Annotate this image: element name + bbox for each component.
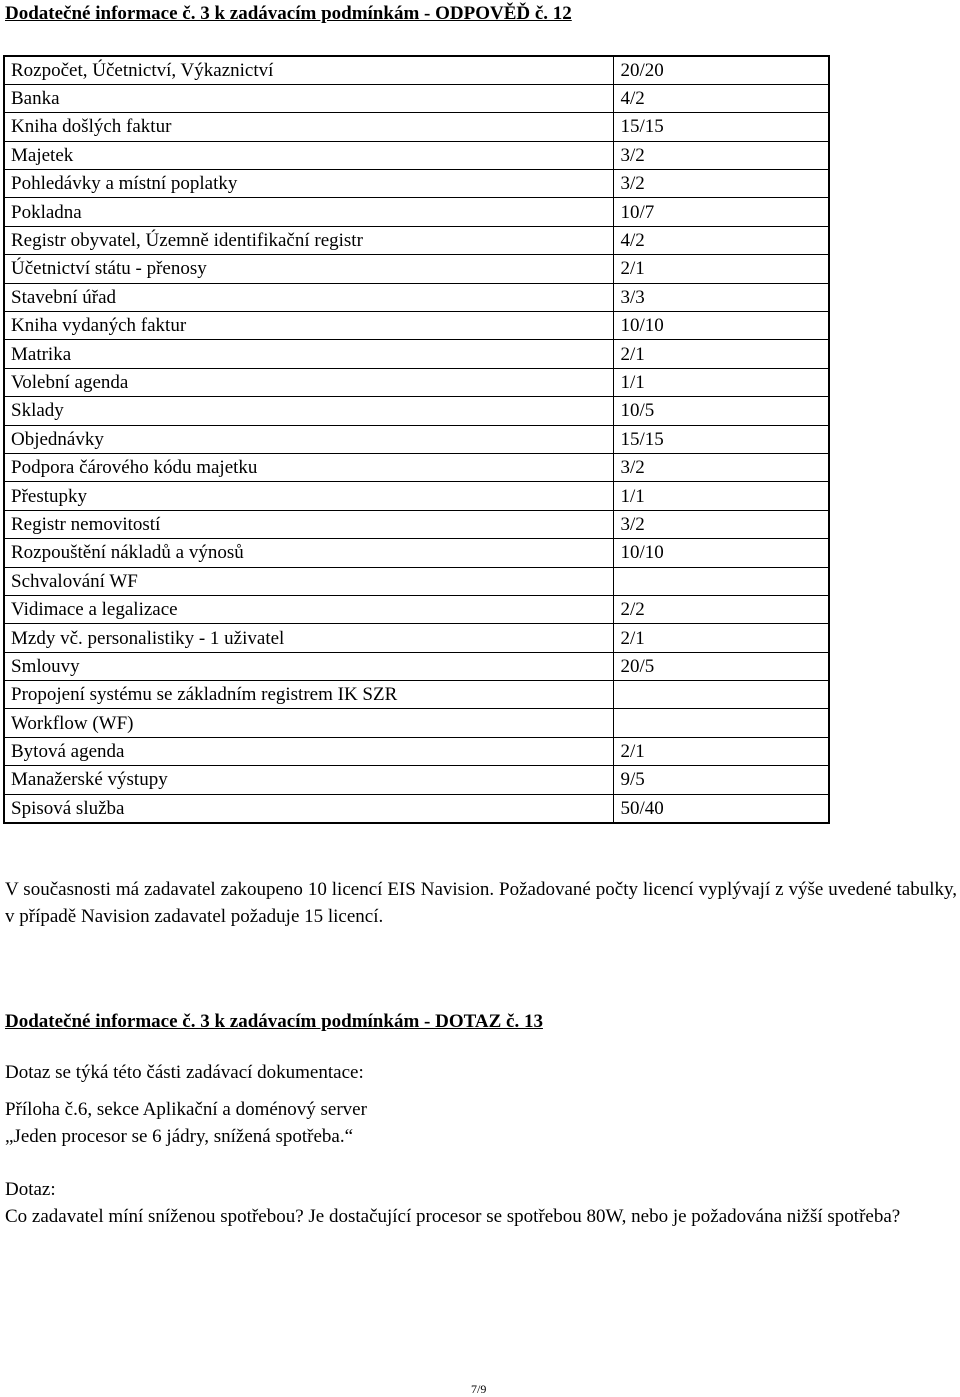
page-number: 7/9 (471, 1382, 487, 1396)
license-table-body (4, 56, 829, 823)
license-count-cell: 50/40 (613, 794, 829, 822)
license-count-cell (613, 681, 829, 709)
module-name-cell: Smlouvy (4, 652, 613, 680)
module-name-cell: Majetek (4, 141, 613, 169)
module-name-cell: Pohledávky a místní poplatky (4, 170, 613, 198)
attachment-reference: Příloha č.6, sekce Aplikační a doménový server (5, 1099, 367, 1120)
quoted-specification: „Jeden procesor se 6 jádry, snížená spotřeba.“ (5, 1126, 354, 1147)
table-row (4, 84, 829, 112)
module-name-cell: Vidimace a legalizace (4, 595, 613, 623)
license-count-cell: 2/2 (613, 595, 829, 623)
license-count-cell: 3/3 (613, 283, 829, 311)
license-count-cell: 9/5 (613, 766, 829, 794)
table-row (4, 453, 829, 481)
table-row (4, 681, 829, 709)
module-name-cell: Workflow (WF) (4, 709, 613, 737)
module-name-cell: Podpora čárového kódu majetku (4, 453, 613, 481)
answer-paragraph: V současnosti má zadavatel zakoupeno 10 licencí EIS Navision. Požadované počty licencí vyplývají z výše uvedené tabulky, v případě Navision zadavatel požaduje 15 licencí. (5, 879, 957, 927)
table-row (4, 510, 829, 538)
license-table (3, 55, 830, 824)
table-row (4, 226, 829, 254)
heading-answer-12: Dodatečné informace č. 3 k zadávacím podmínkám - ODPOVĚĎ č. 12 (5, 3, 572, 24)
table-row (4, 113, 829, 141)
license-count-cell: 15/15 (613, 425, 829, 453)
table-row (4, 794, 829, 822)
license-count-cell: 3/2 (613, 510, 829, 538)
table-row (4, 198, 829, 226)
table-row (4, 397, 829, 425)
module-name-cell: Bytová agenda (4, 737, 613, 765)
module-name-cell: Mzdy vč. personalistiky - 1 uživatel (4, 624, 613, 652)
license-count-cell: 3/2 (613, 170, 829, 198)
license-count-cell: 15/15 (613, 113, 829, 141)
question-intro: Dotaz se týká této části zadávací dokumentace: (5, 1062, 364, 1083)
module-name-cell: Schvalování WF (4, 567, 613, 595)
heading-question-13: Dodatečné informace č. 3 k zadávacím podmínkám - DOTAZ č. 13 (5, 1011, 543, 1032)
table-row (4, 709, 829, 737)
table-row (4, 170, 829, 198)
license-count-cell: 4/2 (613, 226, 829, 254)
module-name-cell: Sklady (4, 397, 613, 425)
module-name-cell: Volební agenda (4, 368, 613, 396)
module-name-cell: Rozpouštění nákladů a výnosů (4, 539, 613, 567)
table-row (4, 482, 829, 510)
table-row (4, 283, 829, 311)
table-row (4, 539, 829, 567)
license-count-cell: 10/5 (613, 397, 829, 425)
license-count-cell: 2/1 (613, 737, 829, 765)
table-row (4, 340, 829, 368)
module-name-cell: Registr nemovitostí (4, 510, 613, 538)
license-count-cell: 1/1 (613, 368, 829, 396)
table-row (4, 652, 829, 680)
module-name-cell: Přestupky (4, 482, 613, 510)
module-name-cell: Kniha došlých faktur (4, 113, 613, 141)
module-name-cell: Objednávky (4, 425, 613, 453)
module-name-cell: Stavební úřad (4, 283, 613, 311)
table-row (4, 595, 829, 623)
module-name-cell: Propojení systému se základním registrem IK SZR (4, 681, 613, 709)
module-name-cell: Matrika (4, 340, 613, 368)
table-row (4, 56, 829, 84)
license-count-cell: 10/10 (613, 539, 829, 567)
table-row (4, 737, 829, 765)
table-row (4, 425, 829, 453)
module-name-cell: Kniha vydaných faktur (4, 312, 613, 340)
module-name-cell: Registr obyvatel, Územně identifikační registr (4, 226, 613, 254)
license-count-cell: 2/1 (613, 624, 829, 652)
license-count-cell: 1/1 (613, 482, 829, 510)
table-row (4, 624, 829, 652)
module-name-cell: Banka (4, 84, 613, 112)
license-count-cell: 20/5 (613, 652, 829, 680)
license-count-cell: 20/20 (613, 56, 829, 84)
table-row (4, 312, 829, 340)
table-row (4, 141, 829, 169)
question-text: Co zadavatel míní sníženou spotřebou? Je dostačující procesor se spotřebou 80W, nebo je požadována nižší spotřeba? (5, 1206, 901, 1227)
license-count-cell: 2/1 (613, 340, 829, 368)
table-row (4, 766, 829, 794)
table-row (4, 567, 829, 595)
module-name-cell: Pokladna (4, 198, 613, 226)
license-count-cell: 3/2 (613, 453, 829, 481)
license-count-cell: 3/2 (613, 141, 829, 169)
table-row (4, 255, 829, 283)
module-name-cell: Manažerské výstupy (4, 766, 613, 794)
table-row (4, 368, 829, 396)
license-count-cell (613, 567, 829, 595)
module-name-cell: Spisová služba (4, 794, 613, 822)
module-name-cell: Rozpočet, Účetnictví, Výkaznictví (4, 56, 613, 84)
license-count-cell: 10/10 (613, 312, 829, 340)
license-count-cell (613, 709, 829, 737)
license-count-cell: 4/2 (613, 84, 829, 112)
question-label: Dotaz: (5, 1179, 56, 1200)
license-count-cell: 10/7 (613, 198, 829, 226)
module-name-cell: Účetnictví státu - přenosy (4, 255, 613, 283)
license-count-cell: 2/1 (613, 255, 829, 283)
